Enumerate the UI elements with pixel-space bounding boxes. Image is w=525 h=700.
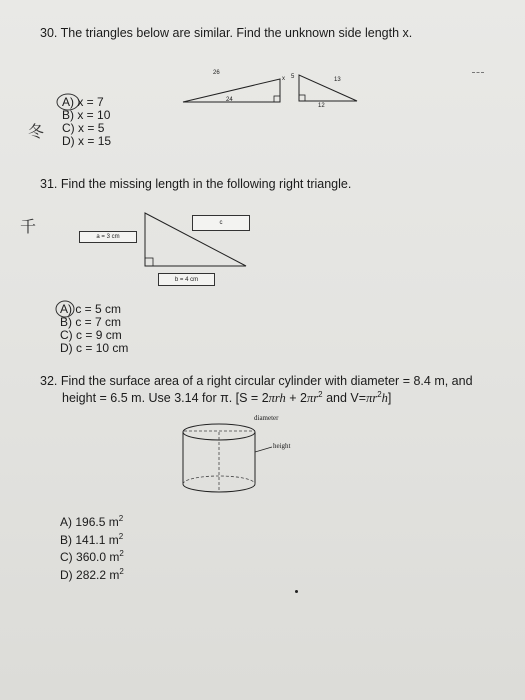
q32-title-line2: height = 6.5 m. Use 3.14 for π. [$S = 2\pi rh + 2\pi r^2$ and $V=\pi r^2h$] bbox=[62, 390, 392, 406]
q32-options bbox=[60, 512, 124, 582]
q30-label-24: 24 bbox=[226, 97, 233, 103]
q30-option-b: B) x = 10 bbox=[62, 108, 111, 122]
q31-label-a: a = 3 cm bbox=[96, 234, 120, 240]
q30-margin-mark: 冬 bbox=[28, 122, 45, 141]
q31-label-b: b = 4 cm bbox=[174, 276, 199, 283]
q31-label-c: c bbox=[219, 220, 223, 226]
q30-label-12: 12 bbox=[318, 103, 325, 109]
q32-option-d: D) 282.2 $m^2$ bbox=[60, 566, 124, 582]
q32-option-c: C) 360.0 $m^2$ bbox=[60, 549, 124, 564]
q31-number: 31. bbox=[40, 177, 58, 191]
q31-margin-mark: 千 bbox=[20, 217, 37, 236]
q32-option-b: B) 141.1 $m^2$ bbox=[60, 531, 124, 547]
q30-option-d: D) x = 15 bbox=[62, 134, 112, 148]
stray-dot bbox=[295, 590, 298, 593]
q32-option-a: A) 196.5 $m^2$ bbox=[60, 514, 124, 529]
q30-label-x: x bbox=[282, 76, 285, 82]
q30-label-13: 13 bbox=[334, 77, 341, 83]
q30-option-c: C) x = 5 bbox=[62, 121, 105, 135]
q30-text: The triangles below are similar. Find the unknown side length x. bbox=[60, 26, 413, 40]
q30-label-5: 5 bbox=[291, 74, 295, 80]
q30-label-26: 26 bbox=[213, 70, 220, 76]
q32-label-height: height bbox=[273, 442, 291, 450]
q32-label-diameter: diameter bbox=[254, 414, 279, 422]
q31-text: Find the missing length in the following right triangle. bbox=[60, 177, 352, 191]
q31-option-d: D) c = 10 cm bbox=[60, 341, 129, 355]
q30-number: 30. bbox=[40, 26, 58, 40]
q30-option-a: A) x = 7 bbox=[62, 95, 104, 109]
q32-number: 32. bbox=[40, 374, 58, 388]
q31-option-c: C) c = 9 cm bbox=[60, 328, 122, 342]
q31-option-a: A) c = 5 cm bbox=[60, 302, 122, 316]
q31-option-b: B) c = 7 cm bbox=[60, 315, 122, 329]
q32-text-1: Find the surface area of a right circular cylinder with diameter = 8.4 m, and bbox=[60, 374, 473, 388]
